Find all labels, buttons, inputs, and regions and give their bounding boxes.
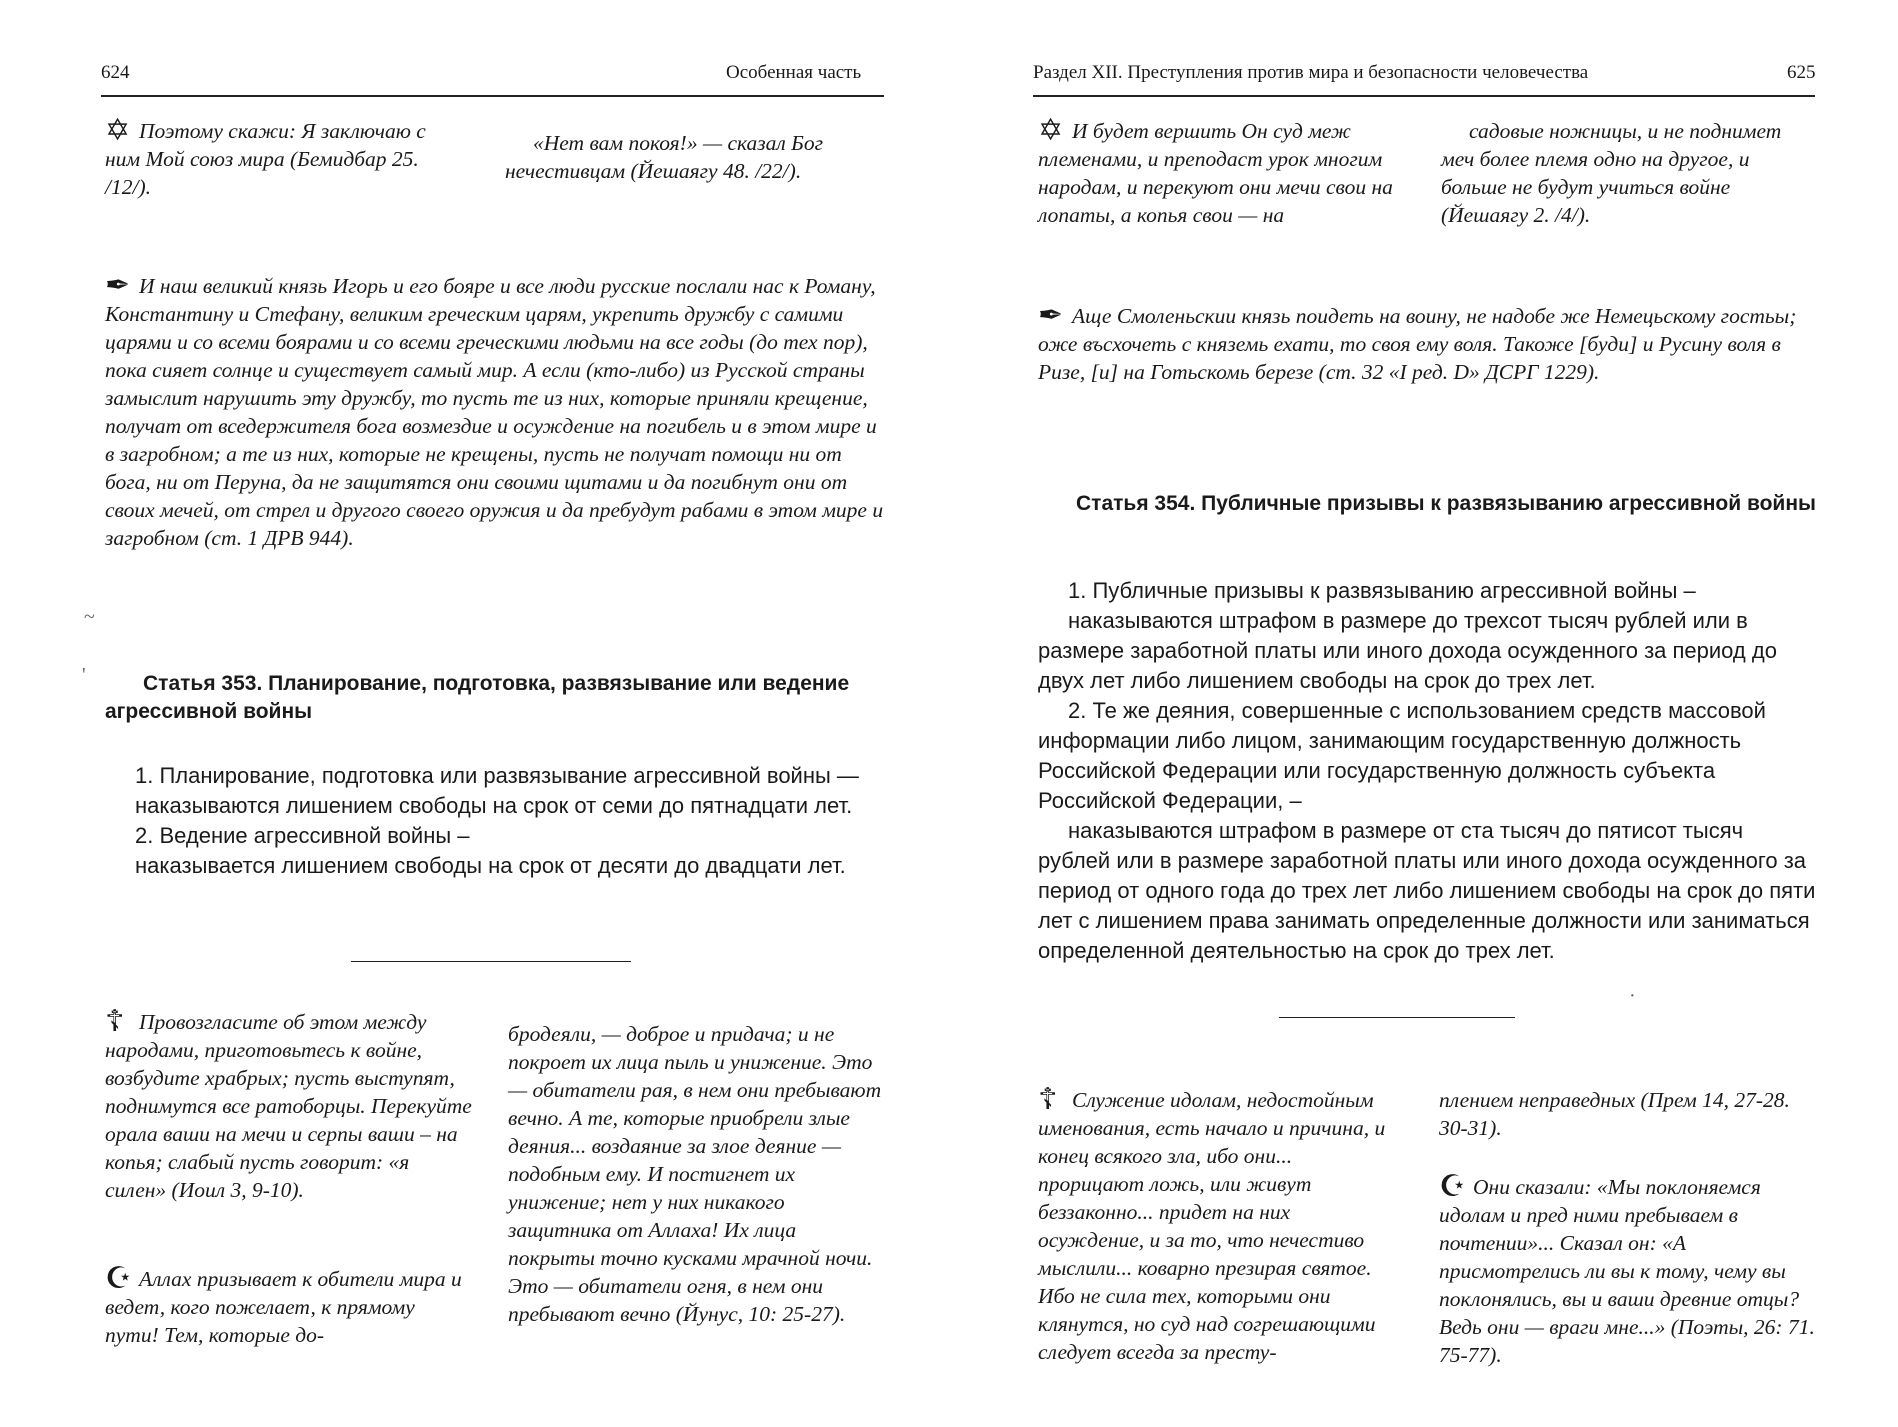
quote-torah: ✡ Поэтому скажи: Я заключаю с ним Мой союз мира (Бемидбар 25. /12/). (105, 114, 426, 199)
quote-quran-continued: бродеяли, — доброе и придача; и не покроет их лица пыль и унижение. Это — обитатели рая, в нем они пребывают вечно. А те, которые приобрели злые деяния... воздаяние за злое деяние — подобным ему. И постигнет их унижение; нет у них никакого защитника от Аллаха! Их лица покрыты точно кусками мрачной ночи. Это — обитатели огня, в нем они пребывают вечно (Йунус, 10: 25-27). (508, 1022, 882, 1326)
page-number: 624 (101, 62, 130, 83)
law-penalty-1: наказываются штрафом в размере до трехсот тысяч рублей или в размере заработной платы или иного дохода осужденного за период до двух лет либо лишением свободы на срок до трех лет. (1038, 608, 1777, 693)
scan-mark: · (1629, 985, 1636, 1007)
article-353-heading: Статья 353. Планирование, подготовка, развязывание или ведение агрессивной войны (105, 672, 850, 723)
quill-icon: ✒ (1038, 299, 1064, 332)
quote-smolensk-treaty: ✒ Аще Смоленьскии князь поидеть на воину, не надобе же Немецьскому гостьы; оже въсхочеть с княземь ехати, то своя ему воля. Такоже [буди] и Русину воля в Ризе, [и] на Готьскомь березе (ст. 32 «I ред. D» ДСРГ 1229). (1038, 299, 1797, 384)
quote-isaiah-2-continued: садовые ножницы, и не поднимет меч более племя одно на другое, и больше не будут учиться войне (Йешаягу 2. /4/). (1441, 119, 1782, 227)
crescent-icon: ☪ (1439, 1170, 1466, 1203)
page-number: 625 (1787, 62, 1816, 83)
right-page (949, 0, 1898, 1427)
quote-quran-start: ☪ Аллах призывает к обители мира и ведет, кого пожелает, к прямому пути! Тем, которые до- (105, 1262, 462, 1347)
quote-isaiah: «Нет вам покоя!» — сказал Бог нечестивцам (Йешаягу 48. /22/). (505, 131, 823, 183)
law-part-1: 1. Планирование, подготовка или развязывание агрессивной войны — (135, 763, 859, 788)
header-rule (1033, 95, 1815, 97)
quote-isaiah-2: ✡ И будет вершить Он суд меж племенами, и преподаст урок многим народам, и перекуют они мечи свои на лопаты, а копья свои — на (1038, 114, 1393, 227)
law-part-2: 2. Те же деяния, совершенные с использованием средств массовой информации либо лицом, занимающим государственную должность Российской Федерации или государственную должность субъекта Российской Федерации, – (1038, 698, 1766, 813)
star-of-david-icon: ✡ (1038, 114, 1064, 147)
running-title: Особенная часть (726, 62, 862, 83)
law-penalty-1: наказываются лишением свободы на срок от семи до пятнадцати лет. (135, 793, 853, 818)
star-of-david-icon: ✡ (105, 114, 131, 147)
quote-treaty: ✒ И наш великий князь Игорь и его бояре и все люди русские послали нас к Роману, Константину и Стефану, великим греческим царям, укрепить дружбу с самими царями и со всеми боярами и со всеми греческими людьми на все годы (до тех пор), пока сияет солнце и существует самый мир. А если (кто-либо) из Русской страны замыслит нарушить эту дружбу, то пусть те из них, которые приняли крещение, получат от вседержителя бога возмездие и осуждение на погибель и в этом мире и в загробном; а те из них, которые не крещены, пусть не получат помощи ни от бога, ни от Перуна, да не защитятся они своими щитами и да погибнут они от своих мечей, от стрел и другого своего оружия и да пребудут рабами в этом мире и загробном (ст. 1 ДРВ 944). (105, 269, 884, 550)
orthodox-cross-icon: ☦ (105, 1005, 125, 1038)
quote-wisdom-continued: плением неправедных (Прем 14, 27-28. 30-31). (1439, 1088, 1790, 1140)
crescent-icon: ☪ (105, 1262, 132, 1295)
article-354-heading: Статья 354. Публичные призывы к развязыванию агрессивной войны (1076, 492, 1816, 515)
section-divider (1279, 1017, 1515, 1018)
quote-joel: ☦ Провозгласите об этом между народами, приготовьтесь к войне, возбудите храбрых; пусть выступят, поднимутся все ратоборцы. Перекуйте орала ваши на мечи и серпы ваши – на копья; слабый пусть говорит: «я силен» (Иоил 3, 9-10). (105, 1005, 472, 1202)
law-part-2: 2. Ведение агрессивной войны – (135, 823, 470, 848)
law-penalty-2: наказывается лишением свободы на срок от десяти до двадцати лет. (135, 853, 846, 878)
article-354-text (1038, 576, 1818, 966)
orthodox-cross-icon: ☦ (1038, 1083, 1058, 1116)
scan-mark: ' (82, 664, 86, 686)
scan-mark: ~ (84, 606, 95, 628)
running-title: Раздел XII. Преступления против мира и безопасности человечества (1033, 62, 1589, 83)
law-part-1: 1. Публичные призывы к развязыванию агрессивной войны – (1068, 578, 1696, 603)
law-penalty-2: наказываются штрафом в размере от ста тысяч до пятисот тысяч рублей или в размере заработной платы или иного дохода осужденного за период от одного года до трех лет либо лишением свободы на срок до пяти лет с лишением права занимать определенные должности или заниматься определенной деятельностью на срок до трех лет. (1038, 818, 1816, 963)
article-353-text (105, 761, 885, 881)
section-divider (351, 961, 631, 962)
header-rule (101, 95, 884, 97)
quote-quran-poets: ☪ Они сказали: «Мы поклоняемся идолам и пред ними пребываем в почтении»... Сказал он: «А присмотрелись ли вы к тому, чему вы поклонялись, вы и ваши древние отцы? Ведь они — враги мне...» (Поэты, 26: 71. 75-77). (1439, 1170, 1815, 1367)
quote-wisdom: ☦ Служение идолам, недостойным именования, есть начало и причина, и конец всякого зла, ибо они... прорицают ложь, или живут беззаконно... придет на них осуждение, и за то, что нечестиво мыслили... коварно презирая святое. Ибо не сила тех, которыми они клянутся, но суд над согрешающими следует всегда за престу- (1038, 1083, 1386, 1364)
quill-icon: ✒ (105, 269, 131, 302)
